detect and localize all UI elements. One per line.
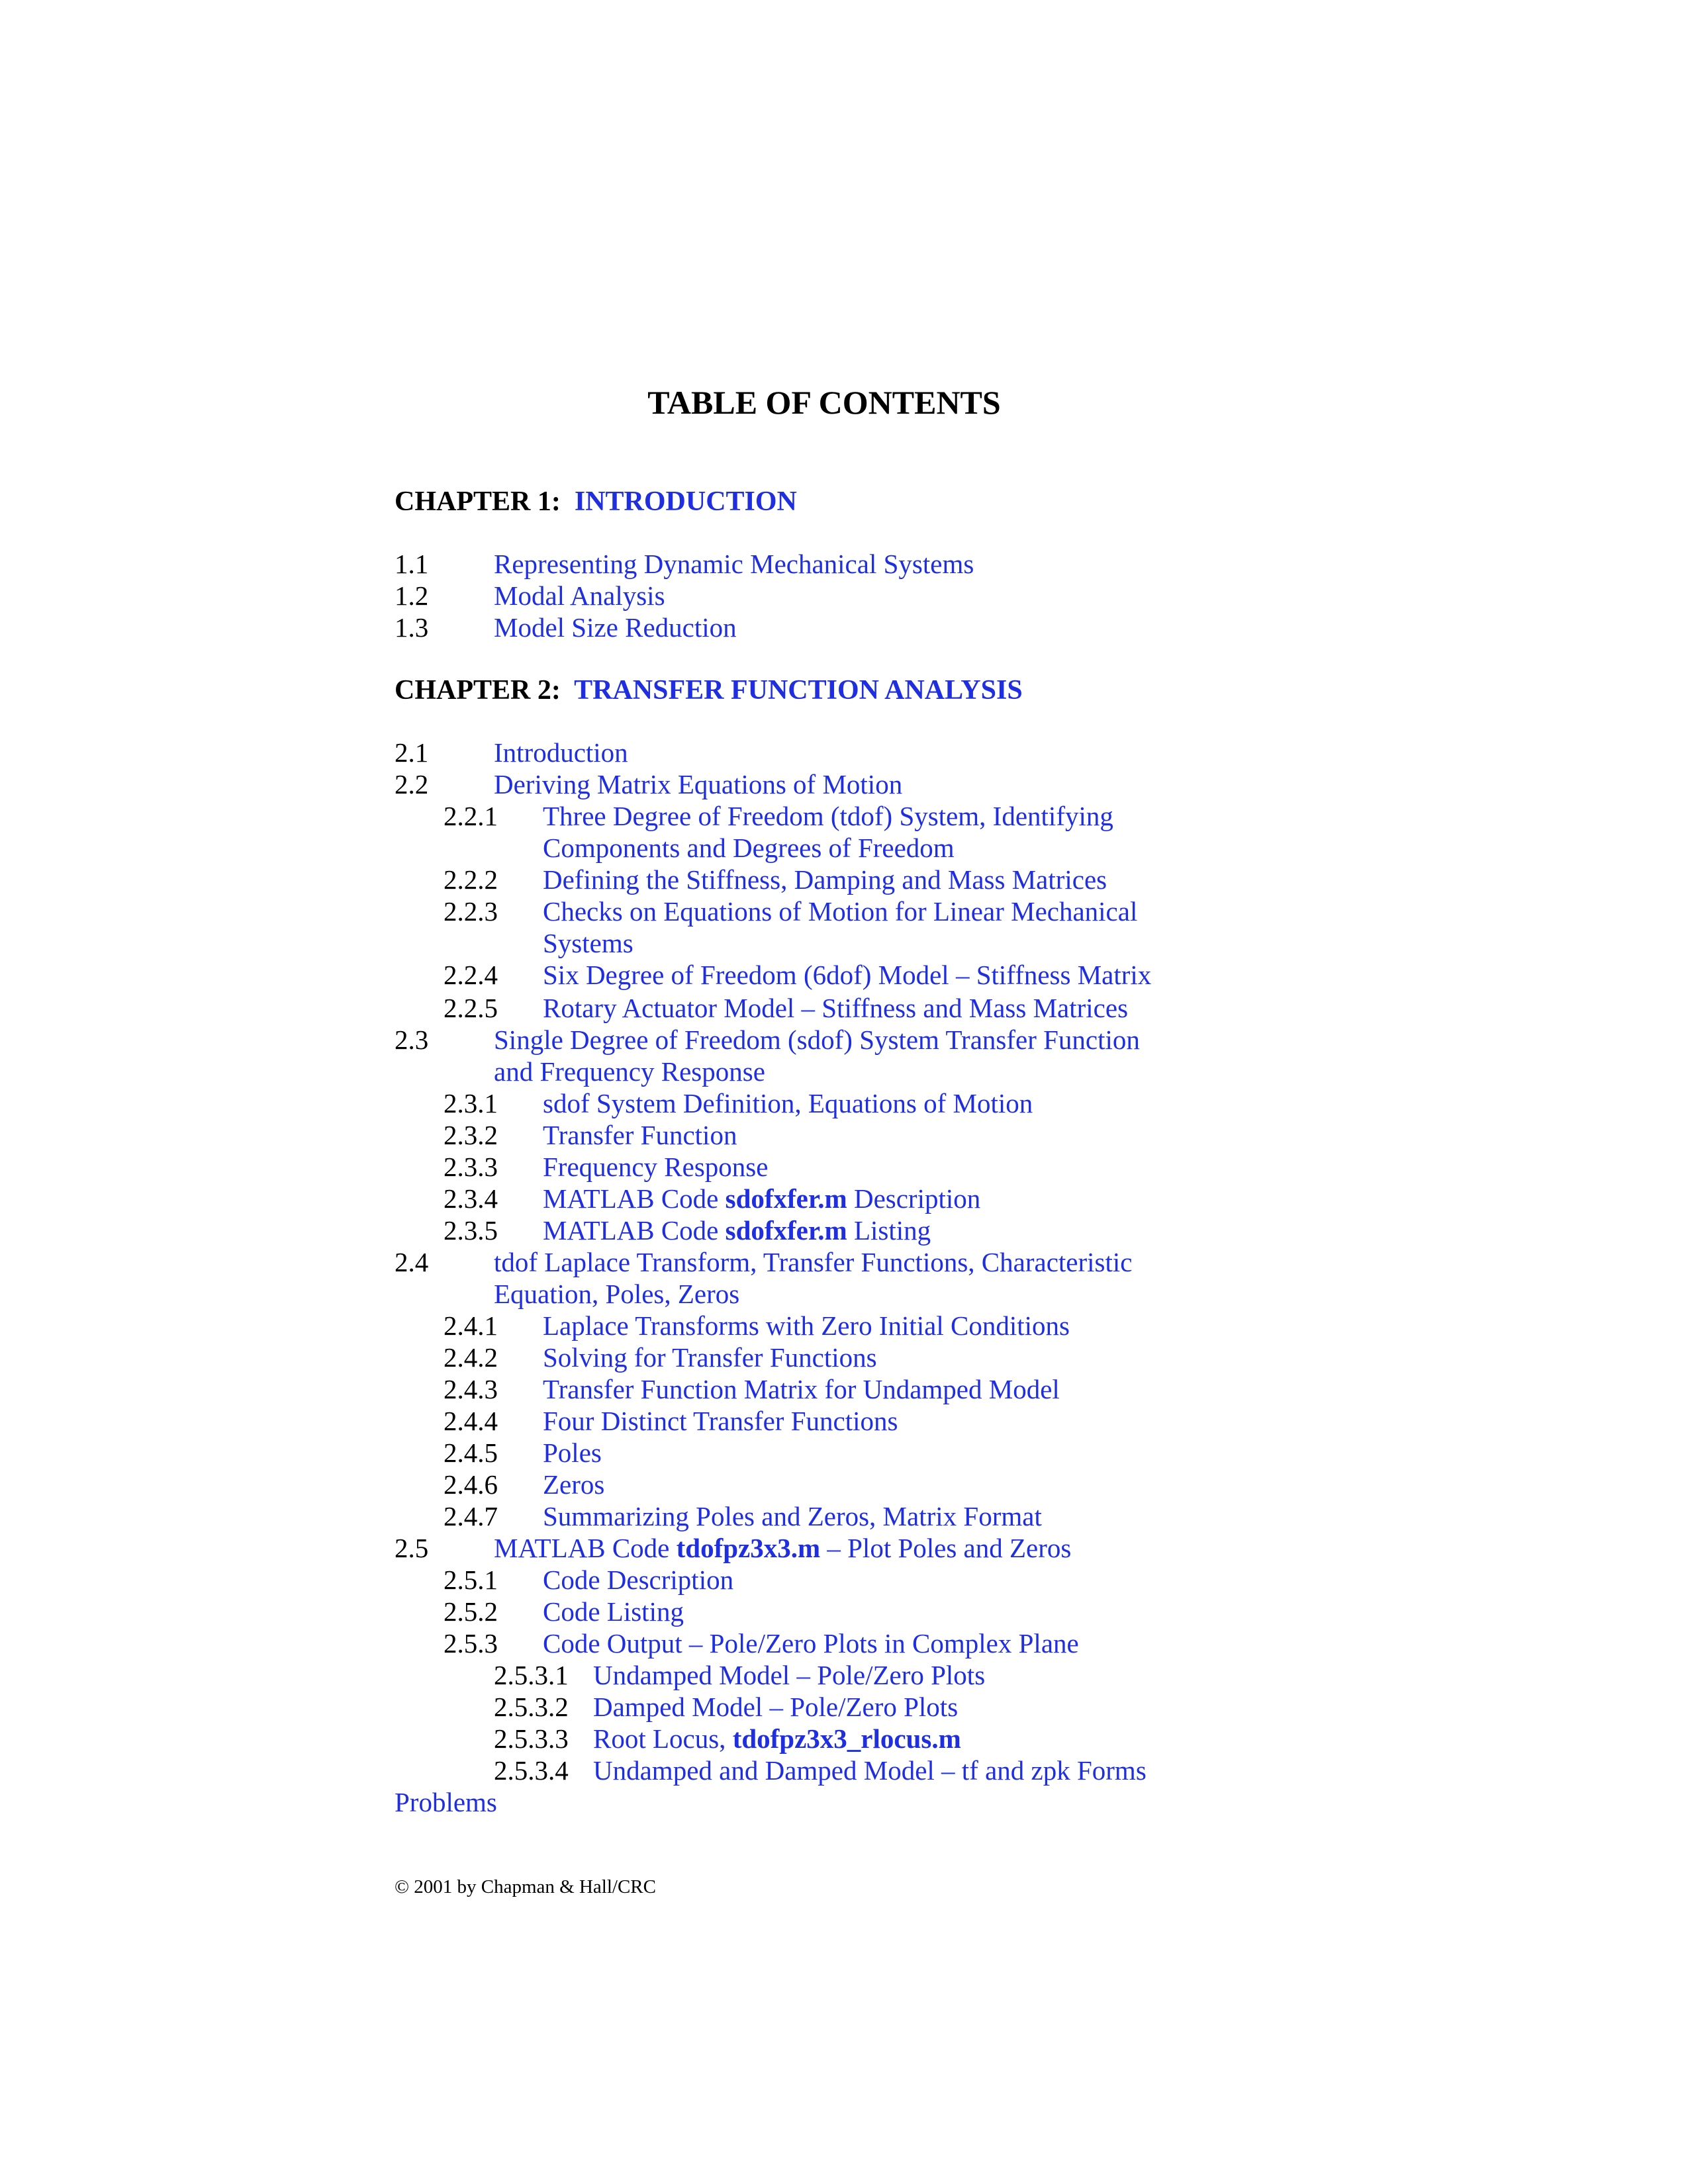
entry-number: 2.4.2 [444, 1342, 498, 1373]
entry-link[interactable]: Code Description [543, 1565, 734, 1595]
entry-number: 2.5.3.1 [494, 1660, 569, 1690]
entry-link[interactable]: Checks on Equations of Motion for Linear Mechanical [543, 896, 1138, 927]
entry-number: 1.3 [395, 612, 429, 643]
entry-number: 2.5.3.2 [494, 1692, 569, 1722]
entry-number: 1.2 [395, 580, 429, 611]
entry-link[interactable]: Three Degree of Freedom (tdof) System, Identifying [543, 801, 1113, 831]
entry-link-continued[interactable]: and Frequency Response [494, 1056, 765, 1087]
entry-number: 2.1 [395, 737, 429, 768]
entry-number: 2.4.5 [444, 1437, 498, 1468]
entry-link[interactable]: Defining the Stiffness, Damping and Mass Matrices [543, 864, 1107, 895]
entry-link[interactable]: Deriving Matrix Equations of Motion [494, 769, 903, 799]
entry-number: 2.2.5 [444, 993, 498, 1023]
entry-number: 2.5.2 [444, 1596, 498, 1627]
copyright-footer: © 2001 by Chapman & Hall/CRC [395, 1876, 656, 1897]
entry-link[interactable]: Laplace Transforms with Zero Initial Conditions [543, 1310, 1070, 1341]
entry-link[interactable]: Undamped and Damped Model – tf and zpk Forms [593, 1755, 1147, 1786]
chapter-2-heading [395, 674, 1023, 707]
matlab-filename: tdofpz3x3_rlocus.m [732, 1723, 961, 1754]
entry-link[interactable]: Modal Analysis [494, 580, 665, 611]
entry-number: 2.5 [395, 1533, 429, 1563]
matlab-filename: tdofpz3x3.m [676, 1533, 821, 1563]
entry-number: 2.3.1 [444, 1088, 498, 1118]
entry-number: 2.5.1 [444, 1565, 498, 1595]
entry-link-pre: MATLAB Code [543, 1183, 726, 1214]
chapter-1-link[interactable]: INTRODUCTION [574, 486, 797, 517]
entry-link-continued[interactable]: Equation, Poles, Zeros [494, 1279, 740, 1309]
entry-link[interactable]: Rotary Actuator Model – Stiffness and Mass Matrices [543, 993, 1129, 1023]
entry-number: 2.2.4 [444, 960, 498, 990]
matlab-filename: sdofxfer.m [725, 1183, 847, 1214]
entry-number: 2.5.3 [444, 1628, 498, 1659]
problems-link[interactable]: Problems [395, 1787, 497, 1817]
matlab-filename: sdofxfer.m [725, 1215, 847, 1246]
entry-link[interactable]: Code Listing [543, 1596, 684, 1627]
entry-link[interactable]: Single Degree of Freedom (sdof) System Transfer Function [494, 1024, 1140, 1055]
chapter-1-prefix: CHAPTER 1: [395, 486, 561, 517]
entry-number: 2.4.6 [444, 1469, 498, 1500]
chapter-2-prefix: CHAPTER 2: [395, 675, 561, 705]
entry-link[interactable]: Undamped Model – Pole/Zero Plots [593, 1660, 986, 1690]
entry-link[interactable]: Summarizing Poles and Zeros, Matrix Format [543, 1501, 1042, 1531]
entry-link-continued[interactable]: Systems [543, 928, 633, 958]
entry-link[interactable]: Model Size Reduction [494, 612, 737, 643]
entry-link[interactable]: Four Distinct Transfer Functions [543, 1406, 898, 1436]
entry-number: 2.3.5 [444, 1215, 498, 1246]
entry-link[interactable]: Poles [543, 1437, 602, 1468]
entry-link[interactable] [543, 1183, 980, 1214]
entry-link[interactable]: Frequency Response [543, 1152, 769, 1182]
entry-link[interactable] [543, 1215, 931, 1246]
entry-number: 2.2 [395, 769, 429, 799]
entry-number: 2.4 [395, 1247, 429, 1277]
entry-link-continued[interactable]: Components and Degrees of Freedom [543, 833, 955, 863]
entry-number: 2.4.1 [444, 1310, 498, 1341]
entry-number: 2.5.3.3 [494, 1723, 569, 1754]
entry-link-pre: MATLAB Code [543, 1215, 726, 1246]
entry-number: 2.3.4 [444, 1183, 498, 1214]
entry-number: 2.3.3 [444, 1152, 498, 1182]
entry-link[interactable]: Introduction [494, 737, 628, 768]
entry-number: 2.3 [395, 1024, 429, 1055]
entry-link[interactable]: tdof Laplace Transform, Transfer Functions, Characteristic [494, 1247, 1133, 1277]
entry-link-pre: MATLAB Code [494, 1533, 677, 1563]
entry-link-pre: Root Locus, [593, 1723, 733, 1754]
chapter-2-link[interactable]: TRANSFER FUNCTION ANALYSIS [574, 675, 1023, 705]
entry-link[interactable]: Damped Model – Pole/Zero Plots [593, 1692, 959, 1722]
entry-link[interactable]: Representing Dynamic Mechanical Systems [494, 549, 974, 579]
entry-number: 1.1 [395, 549, 429, 579]
page-title: TABLE OF CONTENTS [647, 384, 1001, 421]
entry-link[interactable]: Zeros [543, 1469, 605, 1500]
entry-link-post: – Plot Poles and Zeros [820, 1533, 1072, 1563]
entry-number: 2.2.2 [444, 864, 498, 895]
entry-number: 2.3.2 [444, 1120, 498, 1150]
entry-link[interactable] [494, 1533, 1071, 1564]
entry-number: 2.5.3.4 [494, 1755, 569, 1786]
entry-link[interactable]: sdof System Definition, Equations of Motion [543, 1088, 1033, 1118]
entry-number: 2.4.3 [444, 1374, 498, 1404]
chapter-1-heading [395, 485, 797, 518]
entry-link[interactable]: Six Degree of Freedom (6dof) Model – Stiffness Matrix [543, 960, 1152, 990]
entry-number: 2.4.7 [444, 1501, 498, 1531]
entry-link[interactable] [593, 1723, 961, 1754]
entry-link-post: Description [847, 1183, 981, 1214]
entry-link[interactable]: Solving for Transfer Functions [543, 1342, 877, 1373]
entry-link-post: Listing [847, 1215, 931, 1246]
entry-number: 2.2.1 [444, 801, 498, 831]
entry-number: 2.2.3 [444, 896, 498, 927]
entry-number: 2.4.4 [444, 1406, 498, 1436]
entry-link[interactable]: Transfer Function Matrix for Undamped Model [543, 1374, 1060, 1404]
entry-link[interactable]: Code Output – Pole/Zero Plots in Complex Plane [543, 1628, 1079, 1659]
entry-link[interactable]: Transfer Function [543, 1120, 737, 1150]
